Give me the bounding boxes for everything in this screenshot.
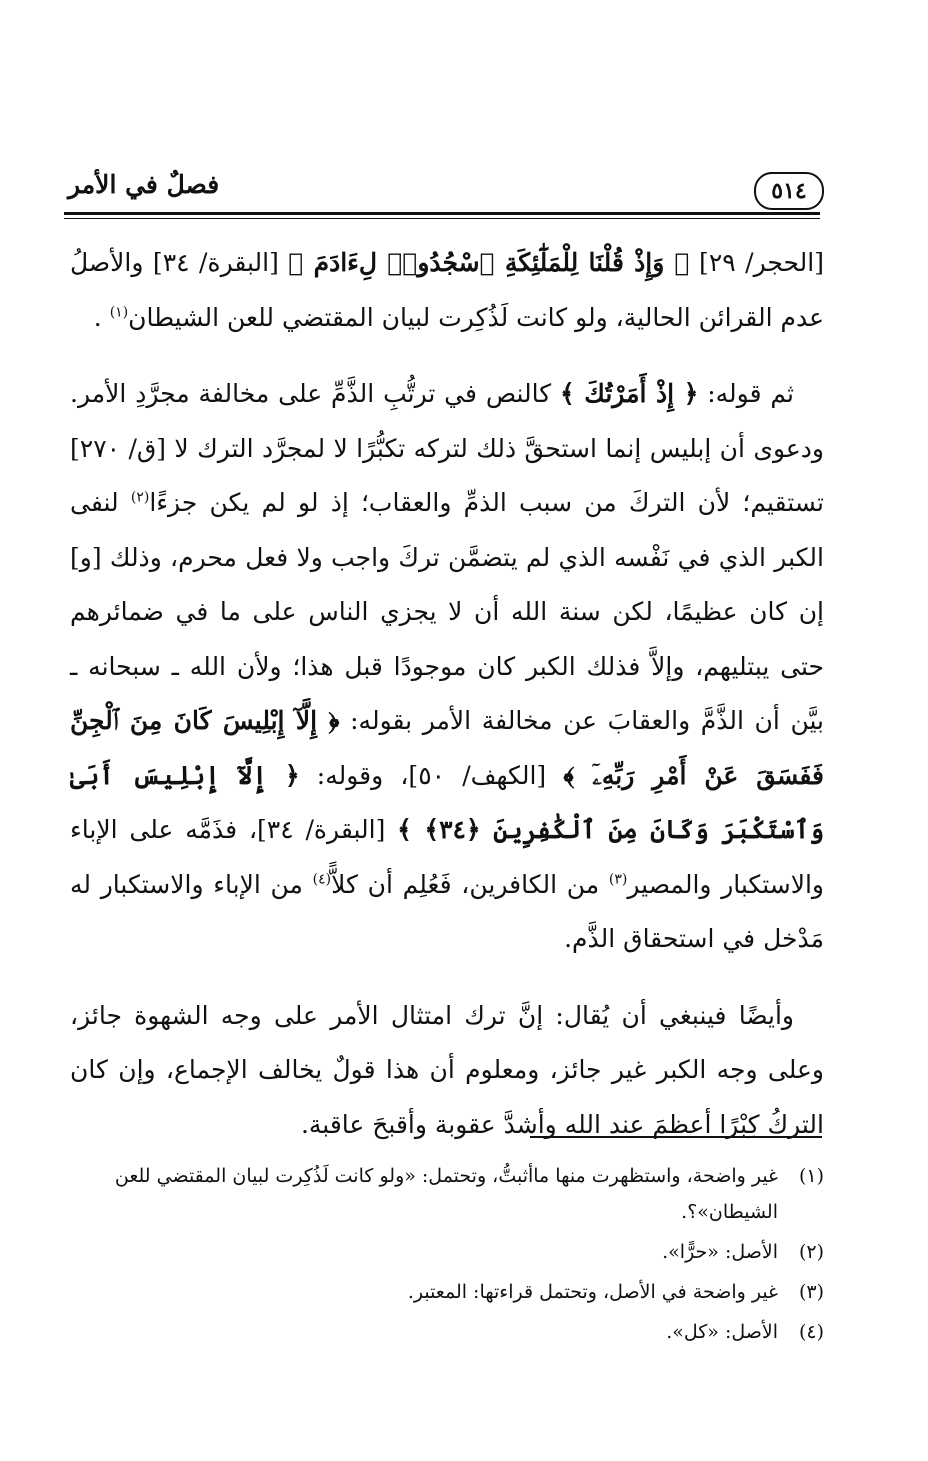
footnote — [110, 1274, 824, 1310]
page-number-badge: ٥١٤ — [754, 172, 824, 210]
paragraph-1 — [70, 236, 824, 345]
footnote-number: (٢) — [798, 1241, 824, 1263]
text-segment: كالنص في ترتُّبِ الذَّمِّ على مخالفة مجرَّدِ الأمر. ودعوى أن إبليس إنما استحقَّ ذلك لتركه تكبُّرًا لا لمجرَّد الترك لا [ق/ ٢٧٠] تستقيم؛ لأن التركَ من سبب الذمِّ والعقاب؛ إذ لو لم يكن جزءًا — [70, 379, 825, 517]
footnote-number: (٤) — [798, 1321, 824, 1343]
footnote-marker: (٢) — [130, 489, 150, 506]
footnote-text: غير واضحة في الأصل، وتحتمل قراءتها: المعتبر. — [407, 1281, 778, 1303]
main-text — [70, 236, 824, 1152]
footnote-number: (٣) — [798, 1281, 824, 1303]
quran-verse: ﴿ إِلَّآ إِبْلِيسَ أَبَىٰ وَٱسْتَكْبَرَ وَكَانَ مِنَ ٱلْكَٰفِرِينَ ﴿٣٤﴾ ﴾ — [70, 760, 824, 844]
footnote-text: الأصل: «حرًّا». — [662, 1241, 778, 1263]
text-segment: [الحجر/ ٢٩] — [689, 248, 824, 277]
footnote-marker: (٤) — [312, 871, 332, 888]
paragraph-2 — [70, 367, 824, 967]
footnote-marker: (١) — [109, 304, 129, 321]
text-segment: لنفى الكبر الذي في نَفْسه الذي لم يتضمَّن تركَ واجب ولا فعل محرم، وذلك [و] إن كان عظيمًا، لكن سنة الله أن لا يجزي الناس على ما في ضمائرهم حتى يبتليهم، وإلاَّ فذلك الكبر كان موجودًا قبل هذا؛ ولأن الله ـ سبحانه ـ بيَّن أن الذَّمَّ والعقابَ عن مخالفة الأمر بقوله: — [70, 488, 824, 735]
footnote — [110, 1234, 824, 1270]
text-segment: [البقرة/ ٣٤] والأصلُ عدم القرائن الحالية، ولو كانت لَذُكِرت لبيان المقتضي للعن الشيطان — [70, 248, 824, 332]
quran-verse: ﴿ إِذْ أَمَرْتُكَ ﴾ — [560, 379, 699, 408]
running-title: فصلٌ في الأمر — [68, 170, 220, 199]
footnote-number: (١) — [798, 1165, 824, 1187]
text-segment: من الكافرين، فَعُلِم أن كلاًّ — [331, 869, 609, 899]
quran-verse: ﴿ وَإِذْ قُلْنَا لِلْمَلَٰٓئِكَةِ ٱسْجُدُوا۟ لِءَادَمَ ﴾ — [288, 248, 690, 277]
footnote-marker: (٣) — [608, 871, 628, 888]
header-rule-thin — [64, 218, 820, 219]
quran-verse: ﴿ إِلَّآ إِبْلِيسَ كَانَ مِنَ ٱلْجِنِّ فَفَسَقَ عَنْ أَمْرِ رَبِّهِۦٓ ﴾ — [70, 706, 824, 790]
text-segment: وأيضًا فينبغي أن يُقال: إنَّ ترك امتثال الأمر على وجه الشهوة جائز، وعلى وجه الكبر غير جائز، ومعلوم أن هذا قولٌ يخالف الإجماع، وإن كان التركُ كِبْرًا أعظمَ عند الله وأشدَّ عقوبة وأقبحَ عاقبة. — [70, 1000, 824, 1139]
text-segment: ثم قوله: — [698, 379, 794, 408]
footnote-separator — [530, 1136, 822, 1138]
paragraph-3 — [70, 989, 824, 1153]
text-segment: [البقرة/ ٣٤]، فذَمَّه على الإباء والاستكبار والمصير — [70, 815, 824, 899]
text-segment: . — [93, 302, 110, 332]
header-rule — [64, 212, 820, 215]
footnote-text: الأصل: «كل». — [666, 1321, 778, 1343]
footnotes — [110, 1158, 824, 1354]
text-segment: [الكهف/ ٥٠]، وقوله: — [299, 760, 564, 790]
footnote — [110, 1158, 824, 1230]
footnote-text: غير واضحة، واستظهرت منها ماأثبتُّ، وتحتمل: «ولو كانت لَذُكِرت لبيان المقتضي للعن الشيطان»؟. — [114, 1165, 778, 1223]
text-segment: من الإباء والاستكبار له مَدْخل في استحقاق الذَّم. — [70, 869, 824, 953]
page-header — [64, 160, 824, 216]
footnote — [110, 1314, 824, 1350]
